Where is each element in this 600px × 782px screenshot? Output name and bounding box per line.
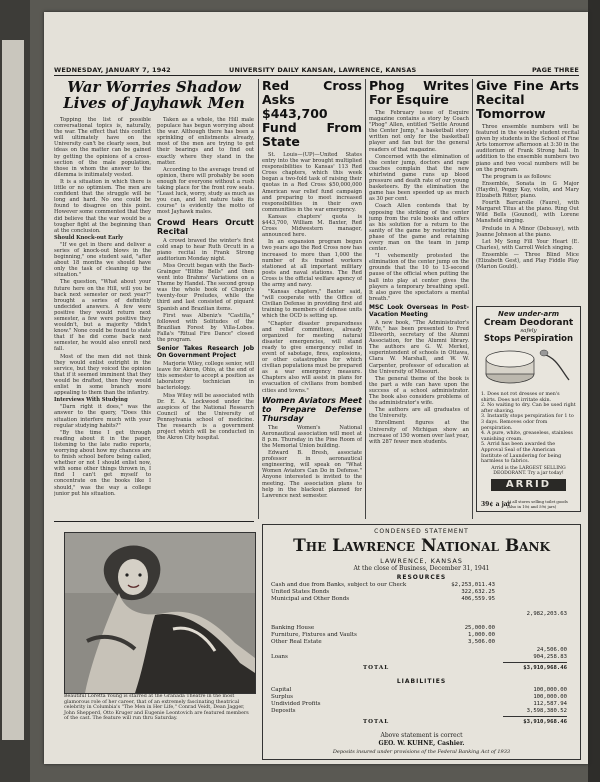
cash-label: Cash and due from Banks, subject to our Check — [271, 582, 407, 588]
resources-total-amount: $3,910,968.46 — [523, 665, 567, 671]
paragraph: First was Albeniz's "Castilla," followed with Solitudes of the Brazilian Forest by Villa-Lobos. Falla's "Ritual Fire Dance" closed the program. — [157, 312, 254, 343]
header-page-number: PAGE THREE — [532, 66, 579, 74]
ad-point: 2. No waiting to dry. Can be used right after shaving. — [481, 403, 576, 414]
paragraph: In an expansion program begun two years ago the Red Cross now has increased to more than 1,000 the number of its trained workers stationed at all important military posts and naval stations. The Red Cross is the official welfare agency of the army and navy. — [262, 239, 362, 288]
paragraph: According to the average trend of opinion, there will probably be soon enough for everyone without a rush taking place for the front row seats. "Least luck, worry, study as much as you can, and let nature take its course" is evidently the motto of most Jayhawk males. — [157, 166, 254, 216]
paragraph: Taken as a whole, the Hill male populace has begun worrying about the war. Although there has been a sprinkling of enlistments already, most of the men are trying to get their bearings and to find out exactly where they stand in the matter. — [157, 117, 254, 166]
surplus-label: Surplus — [271, 694, 293, 700]
resources-total-label: TOTAL — [363, 665, 390, 671]
paragraph: It is a situation in which there is little or no optimism. The men are confident that the struggle will be long and hard. No one could be found to disagree on this point. However some commented that they did believe that the war would be a tougher fight at the beginning than at the conclusion. — [54, 178, 151, 234]
headline-war-worries: War Worries Shadow Lives of Jayhawk Men — [63, 79, 245, 112]
bank-city: LAWRENCE, KANSAS — [380, 557, 463, 565]
article-fine-arts — [476, 79, 579, 303]
capital-label: Capital — [271, 687, 292, 693]
ad-point: 5. Arrid has been awarded the Approval Seal of the American Institute of Laundering for being harmless to fabrics. — [481, 442, 562, 465]
certification-line: Above statement is correct — [380, 732, 463, 739]
paragraph: The question, "What about your future here on the Hill, will you be back next semester or next year?" brought a series of definitely undecided answers. A few were positive they would return next semester, a few were positive they wouldn't, but a majority "didn't know." None could be found to state that if he did come back next semester, he would also enroll next fall. — [54, 279, 151, 353]
paragraph: The February issue of Esquire magazine contains a story by Coach "Phog" Allen, entitled "Settle Around the Center Jump," a basketball story written not only for the basketball player and fan but for the general readers of that magazine. — [369, 110, 469, 153]
article-phog — [369, 79, 469, 519]
photo-caption: Beautiful Loretta Young is starred at the Granada Theatre in the most glamorous role of her career, that of an extremely fascinating theatrical celebrity in Columbia's "The Men in Her Life," Conrad Veidt, Dean Jagger, John Shepperd, Otto Kruger and Eugenie Leontovich are featured members of the cast. The feature will run thru Saturday. — [64, 694, 249, 721]
arrid-jar-illustration — [477, 344, 580, 388]
header-date: WEDNESDAY, JANUARY 7, 1942 — [54, 66, 171, 74]
paragraph: The authors are all graduates of the University. — [369, 407, 469, 420]
paragraph: Edward B. Bresh, associate professor in aeronautical engineering, will speak on "What Women Aviators Can Do in Defense." Anyone interested is invited to the meeting. The association plans to help in the blackout planned for Lawrence next semester. — [262, 450, 362, 499]
loretta-young-photo — [64, 532, 256, 694]
paragraph: "Kansas chapters," Baxter said, "will cooperate with the Office of Civilian Defense in providing first aid training to members of defense units which the OCD is setting up. — [262, 289, 362, 320]
ad-tagline: Arrid is the LARGEST SELLING DEODORANT. Try a jar today! — [491, 465, 566, 477]
liabilities-heading: LIABILITIES — [396, 678, 447, 685]
deposits-amount: 3,598,380.52 — [526, 708, 567, 714]
furniture-amount: 1,000.00 — [468, 632, 495, 638]
war-worries-col-a — [54, 117, 151, 498]
fdic-notice: Deposits insured under provisions of the Federal Banking Act of 1933 — [332, 749, 511, 755]
ad-line-safely: safely — [520, 328, 537, 334]
paragraph: "If we get in there and deliver a series of knock-out blows in the beginning," one student said, "after about 18 months we should have only the task of cleaning up the situation." — [54, 241, 151, 279]
paragraph: Ensemble — Three Blind Mice (Elizabeth Gest), and Play Fiddle Play (Marion Gould). — [476, 251, 579, 271]
total-rule — [503, 662, 567, 663]
ad-line-claim: Stops Perspiration — [483, 334, 574, 344]
bank-statement-ad — [262, 524, 581, 760]
portrait-illustration — [65, 533, 255, 693]
banking-house-amount: 25,000.00 — [464, 625, 495, 631]
other-real-estate-amount: 3,506.00 — [468, 639, 495, 645]
header-rule — [54, 75, 579, 76]
ad-brand-logo: ARRID — [491, 479, 566, 491]
ad-line-new: New under-arm — [497, 310, 560, 318]
article-red-cross — [262, 79, 362, 519]
ad-line-product: Cream Deodorant — [483, 318, 574, 328]
paragraph: The Women's National Aeronautical association will meet at 8 p.m. Thursday in the Pine Room of the Memorial Union building. — [262, 424, 362, 449]
adjacent-page-edge — [0, 0, 30, 782]
ad-point: 1. Does not rot dresses or men's shirts. Does not irritate skin. — [481, 392, 560, 403]
cashier-signature: GEO. W. KUHNE, Cashier. — [378, 740, 465, 747]
cash-amount: $2,253,011.43 — [451, 582, 495, 588]
paragraph: "Chapter disaster preparedness and relief committees, already organized for meeting natural disaster emergencies, will stand ready to give emergency relief in event of sabotage, fires, explosions, or other catastrophes for which civilian populations must be prepared as a war emergency measure. Chapters also will assist in plans for evacuation of civilians from bombed cities and towns." — [262, 320, 362, 394]
headline-women-aviators: Women Aviators Meet to Prepare Defense Thursday — [262, 395, 362, 423]
paragraph: Fourth Barcarolle (Faure), with Margaret Titus at the piano. Ring Out Wild Bells (Gounod), with Lorene Mansfield singing. — [476, 200, 579, 225]
bank-condensed-label: CONDENSED STATEMENT — [374, 528, 469, 535]
other-real-estate-label: Other Real Estate — [271, 639, 322, 645]
paragraph: Enrollment figures at the University of Michigan show an increase of 150 women over last year, with 287 fewer men students. — [369, 420, 469, 445]
bank-close-date: At the close of Business, December 31, 1941 — [353, 565, 490, 572]
paragraph: A new book, "The Administrator's Wife," has been presented to Fred Ellsworth, secretary of the Alumni Association, for the Alumni library. The authors are G. W. Merkel, superintendent of schools in Ottawa, Clara W. Marshall, and W. W. Carpenter, professor of education at the University of Missouri. — [369, 319, 469, 375]
paragraph: Prelude in A Minor (Debussy), with Joanne Johnson at the piano. — [476, 225, 579, 238]
paragraph: "By the time I get through reading about it in the paper, listening to the late radio reports, worrying about how my chances are to finish school before being called, whether or not I should enlist now, with some other things thrown in, I find I can't get myself to concentrate on the books like I should," was the way a college junior put his situation. — [54, 429, 151, 497]
paragraph: Three ensemble numbers will be featured in the weekly student recital given by students in the School of Fine Arts tomorrow afternoon at 3:30 in the auditorium of Frank Strong hall. In addition to the ensemble numbers two piano and two vocal numbers will be on the program. — [476, 124, 579, 173]
paragraph: Let My Song Fill Your Heart (E. Charles), with Carroll Welch singing. — [476, 238, 579, 251]
loans-label: Loans — [271, 654, 288, 660]
undivided-profits-amount: 112,587.94 — [533, 701, 567, 707]
paragraph: Topping the list of possible conversational topics is, naturally, the war. The effect that this conflict will ultimately have on the University can't be clearly seen, but ideas on the matter can be gained by getting the opinions of a cross-section of the male population, those in whom the answer to the dilemma is initimately vested. — [54, 117, 151, 178]
ad-footnote: At all stores selling toilet goods (also in 10¢ and 59¢ jars) — [507, 499, 568, 509]
headline-crowd-hears: Crowd Hears Orcutt Recital — [157, 217, 254, 236]
paragraph: Miss Wiley will be associated with Dr. E. A. Lockwood under the auspices of the National Research Council of the University of Pennsylvania school of medicine. The research is a government project which will be conducted in the Akron City hospital. — [157, 392, 254, 442]
loans-amount: 904,258.83 — [533, 654, 567, 660]
paragraph: "I vehemently protested the elimination of the center jump on the grounds that the 10 to 13-second pause of the official when putting the ball into play at center gives the players a temporary breathing spell. It also gave the spectators a mental breath." — [369, 253, 469, 302]
deposits-label: Deposits — [271, 708, 296, 714]
headline-msc-look: MSC Look Overseas In Post-Vacation Meeting — [369, 303, 469, 318]
paragraph: The general theme of the book is the part a wife can have upon the success of a school administrator. The book also considers problems of the administrator's wife. — [369, 375, 469, 407]
article-war-worries — [54, 79, 254, 524]
paragraph: A crowd braved the winter's first cold snap to hear Ruth Orcutt in a piano recital in Frank Strong auditorium Monday night. — [157, 237, 254, 262]
headline-red-cross: Red Cross Asks $443,700 Fund From State — [262, 79, 362, 149]
paragraph: Coach Allen contends that by opposing the striking of the center jump from the rule books and offers as his solution for a return to the sanity of the game by restoring this phase of the game and retaining every man on the team in jump center. — [369, 203, 469, 253]
furniture-label: Furniture, Fixtures and Vaults — [271, 632, 357, 638]
banking-house-label: Banking House — [271, 625, 315, 631]
headline-phog: Phog Writes For Esquire — [369, 79, 469, 107]
headline-senior-takes: Senior Takes Research Job On Government Project — [157, 345, 254, 360]
total-rule — [503, 716, 567, 717]
undivided-profits-label: Undivided Profits — [271, 701, 321, 707]
us-bonds-label: United States Bonds — [271, 589, 330, 595]
liabilities-total-label: TOTAL — [363, 719, 390, 725]
war-worries-col-b — [157, 117, 254, 442]
paragraph: The program is as follows: — [482, 173, 552, 180]
column-rule — [365, 79, 366, 519]
arrid-advertisement — [476, 306, 581, 512]
resources-subtotal: 2,982,203.63 — [526, 611, 567, 617]
paragraph: Ensemble, Sonata in G Major (Haydn), Peggy Kay, violin, and Mary Elizabeth Ritter, piano. — [476, 180, 579, 200]
headline-fine-arts: Give Fine Arts Recital Tomorrow — [476, 79, 579, 121]
subhead: Should Knock-out Early — [54, 234, 124, 241]
ad-price: 39¢ a jar — [481, 501, 511, 508]
paragraph: Marjorie Wiley, college senior, will leave for Akron, Ohio, at the end of this semester to accept a position as laboratory technician in bacteriology. — [157, 361, 254, 392]
newspaper-page — [44, 12, 588, 764]
capital-amount: 100,000.00 — [533, 687, 567, 693]
column-rule — [472, 79, 473, 519]
loans-subtotal: 24,506.00 — [536, 647, 567, 653]
subhead: Interviews With Studying — [54, 397, 128, 404]
paragraph: St. Louis—(UP)—United States entry into the war brought multiplied responsibilities to Kansas' 113 Red Cross chapters, which this week began a two-fold task of raising their quotas in a Red Cross $50,000,000 American war relief fund campaign and preparing to meet increased responsibilities in their own communities in the war emergency. — [262, 152, 362, 213]
paragraph: Concerned with the elimination of the center jump, doctors and rage coaches complain that the new whirlwind game runs up blood pressure and death rate of our young basketeers. By the elimination the game has been speeded up as much as 30 per cent. — [369, 153, 469, 203]
ad-point: 4. A pure, white, greaseless, stainless vanishing cream. — [481, 431, 573, 442]
municipal-bonds-label: Municipal and Other Bonds — [271, 596, 350, 602]
header-masthead: UNIVERSITY DAILY KANSAN, LAWRENCE, KANSAS — [229, 66, 417, 74]
paragraph: Kansas chapters' quota is $443,700, William M. Baxter, Red Cross Midwestern manager, announced here. — [262, 213, 362, 239]
bank-name: The Lawrence National Bank — [293, 536, 550, 556]
resources-heading: RESOURCES — [396, 574, 447, 581]
liabilities-total-amount: $3,910,968.46 — [523, 719, 567, 725]
us-bonds-amount: 322,632.25 — [461, 589, 495, 595]
section-rule — [54, 521, 254, 522]
paragraph: Most of the men did not think they would enlist outright in the service, but they voiced the opinion that if it seemed imminent that they would be drafted, then they would enlist in some branch more appealing to them than the infantry. — [54, 353, 151, 397]
surplus-amount: 100,000.00 — [533, 694, 567, 700]
ad-points — [477, 392, 580, 465]
municipal-bonds-amount: 406,559.95 — [461, 596, 495, 602]
paragraph: Miss Orcutt began with the Bach-Grainger "Blithe Bells" and then went into Brahms' Variations on a Theme by Handel. The second group was the whole book of Chopin's twenty-four Preludes, while the third and last consisted of piquant Spanish and Brazilian items. — [157, 262, 254, 312]
viewer-edge — [588, 0, 600, 782]
paragraph: "Darn right it does," was the answer to the query, "Does this situation interfere much with your regular studying habits?" — [54, 404, 151, 429]
column-rule — [258, 79, 259, 519]
ad-point: 3. Instantly stops perspiration for 1 to 3 days. Removes odor from perspiration. — [481, 414, 574, 431]
